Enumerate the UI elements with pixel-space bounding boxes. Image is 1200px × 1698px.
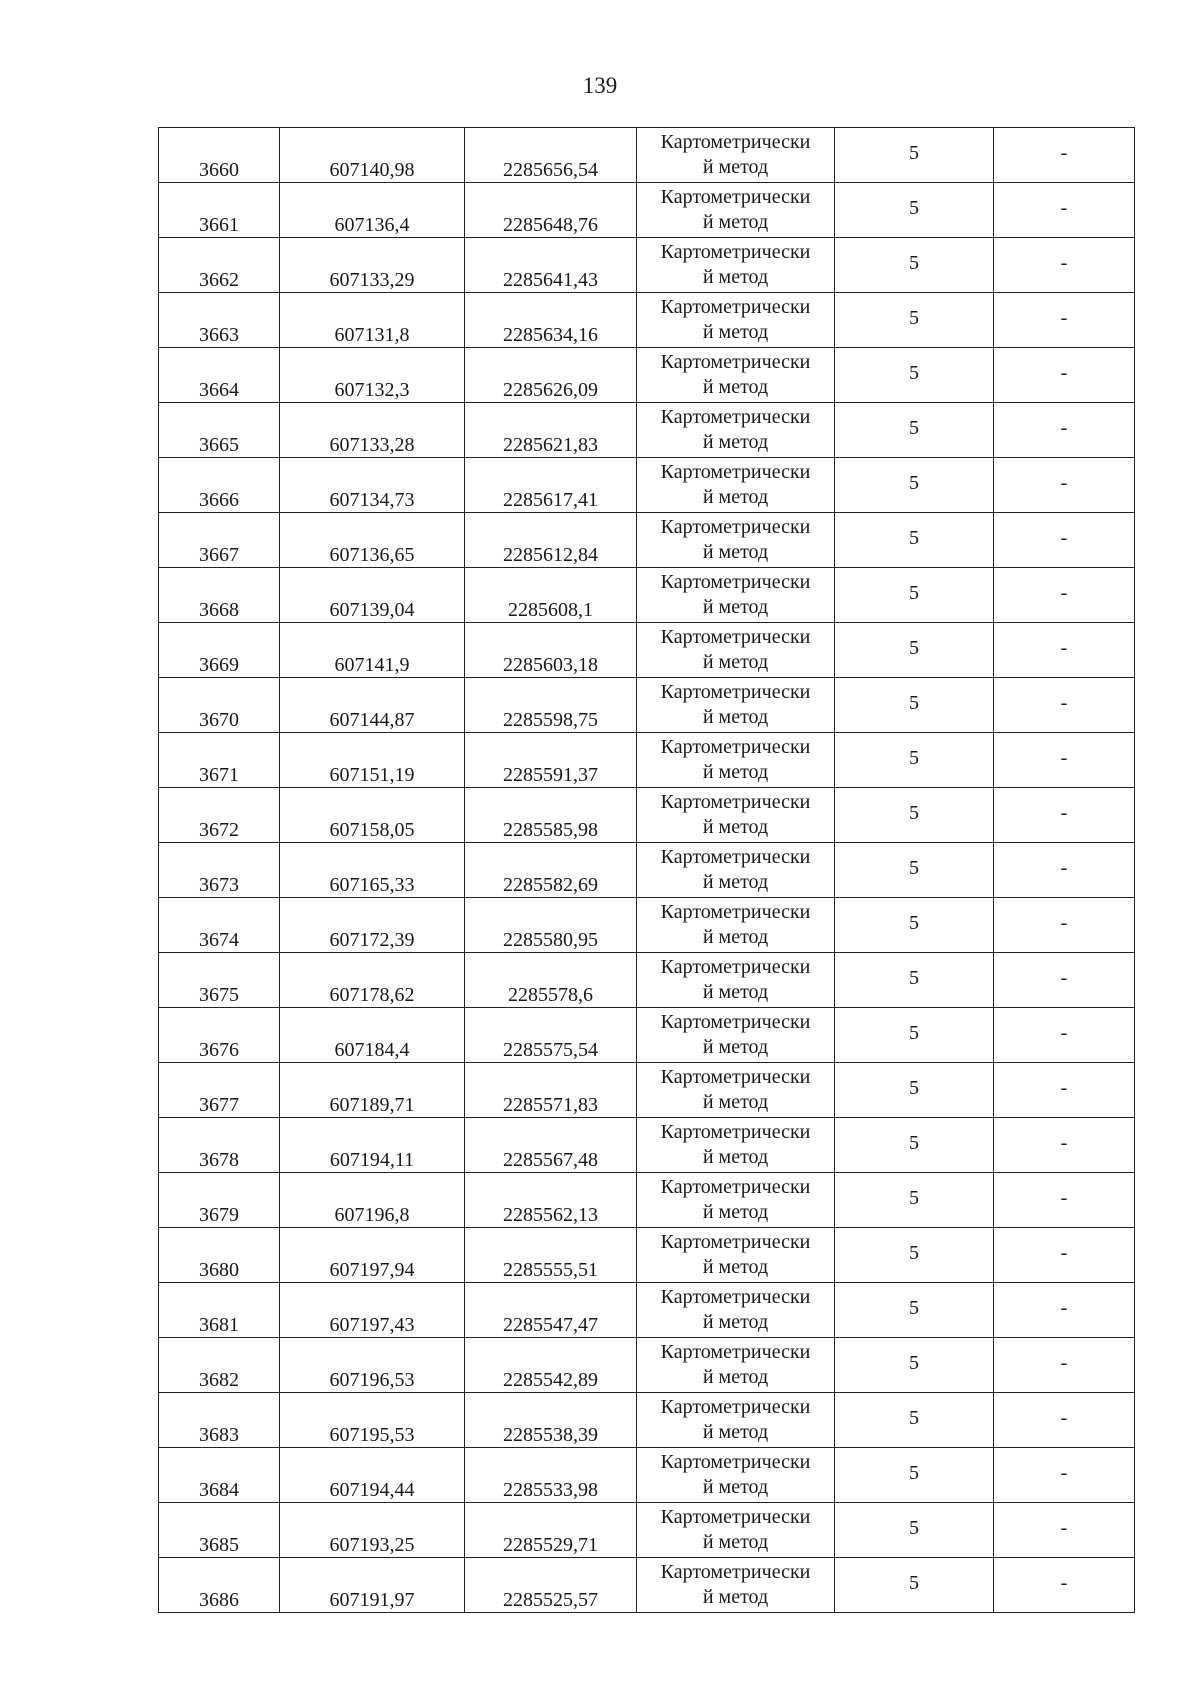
note-cell: -: [994, 623, 1135, 678]
y-coordinate-cell: 2285578,6: [465, 953, 637, 1008]
point-number-cell: 3685: [159, 1503, 280, 1558]
y-coordinate-cell: 2285591,37: [465, 733, 637, 788]
accuracy-cell: 5: [835, 623, 994, 678]
y-coordinate-cell: 2285603,18: [465, 623, 637, 678]
y-coordinate-cell: 2285598,75: [465, 678, 637, 733]
method-line-1: Картометрически: [660, 1561, 811, 1583]
y-coordinate-cell: 2285533,98: [465, 1448, 637, 1503]
point-number-cell: 3679: [159, 1173, 280, 1228]
x-coordinate-cell: 607178,62: [280, 953, 465, 1008]
method-line-2: й метод: [702, 1586, 769, 1608]
point-number-cell: 3668: [159, 568, 280, 623]
accuracy-cell: 5: [835, 1118, 994, 1173]
x-coordinate-cell: 607184,4: [280, 1008, 465, 1063]
y-coordinate-cell: 2285621,83: [465, 403, 637, 458]
accuracy-cell: 5: [835, 1558, 994, 1613]
method-line-1: Картометрически: [660, 1451, 811, 1473]
method-cell: [637, 1173, 835, 1228]
note-cell: -: [994, 1338, 1135, 1393]
page-number: 139: [582, 73, 618, 98]
method-line-1: Картометрически: [660, 461, 811, 483]
method-line-2: й метод: [702, 1366, 769, 1388]
x-coordinate-cell: 607139,04: [280, 568, 465, 623]
method-line-1: Картометрически: [660, 1121, 811, 1143]
point-number-cell: 3662: [159, 238, 280, 293]
method-line-2: й метод: [702, 1421, 769, 1443]
point-number-cell: 3664: [159, 348, 280, 403]
method-line-2: й метод: [702, 1256, 769, 1278]
method-cell: [637, 1228, 835, 1283]
method-line-1: Картометрически: [660, 846, 811, 868]
method-cell: [637, 348, 835, 403]
point-number-cell: 3672: [159, 788, 280, 843]
method-line-1: Картометрически: [660, 1066, 811, 1088]
point-number-cell: 3678: [159, 1118, 280, 1173]
y-coordinate-cell: 2285634,16: [465, 293, 637, 348]
method-line-2: й метод: [702, 761, 769, 783]
method-line-1: Картометрически: [660, 296, 811, 318]
table-body: [159, 128, 1135, 1613]
y-coordinate-cell: 2285617,41: [465, 458, 637, 513]
x-coordinate-cell: 607196,8: [280, 1173, 465, 1228]
y-coordinate-cell: 2285529,71: [465, 1503, 637, 1558]
method-cell: [637, 1283, 835, 1338]
accuracy-cell: 5: [835, 953, 994, 1008]
table-row: [159, 678, 1135, 733]
y-coordinate-cell: 2285626,09: [465, 348, 637, 403]
method-line-2: й метод: [702, 541, 769, 563]
y-coordinate-cell: 2285585,98: [465, 788, 637, 843]
y-coordinate-cell: 2285538,39: [465, 1393, 637, 1448]
coordinates-table: [158, 127, 1135, 1613]
accuracy-cell: 5: [835, 238, 994, 293]
accuracy-cell: 5: [835, 1393, 994, 1448]
table-row: [159, 1283, 1135, 1338]
method-line-2: й метод: [702, 211, 769, 233]
method-cell: [637, 513, 835, 568]
method-line-2: й метод: [702, 321, 769, 343]
point-number-cell: 3674: [159, 898, 280, 953]
table-row: [159, 513, 1135, 568]
y-coordinate-cell: 2285575,54: [465, 1008, 637, 1063]
method-line-1: Картометрически: [660, 1176, 811, 1198]
method-line-1: Картометрически: [660, 516, 811, 538]
method-line-1: Картометрически: [660, 1286, 811, 1308]
note-cell: -: [994, 1393, 1135, 1448]
accuracy-cell: 5: [835, 458, 994, 513]
accuracy-cell: 5: [835, 348, 994, 403]
method-line-1: Картометрически: [660, 956, 811, 978]
x-coordinate-cell: 607196,53: [280, 1338, 465, 1393]
table-row: [159, 1503, 1135, 1558]
point-number-cell: 3677: [159, 1063, 280, 1118]
method-line-2: й метод: [702, 1531, 769, 1553]
x-coordinate-cell: 607191,97: [280, 1558, 465, 1613]
note-cell: -: [994, 733, 1135, 788]
table-row: [159, 568, 1135, 623]
x-coordinate-cell: 607195,53: [280, 1393, 465, 1448]
x-coordinate-cell: 607133,29: [280, 238, 465, 293]
note-cell: -: [994, 953, 1135, 1008]
note-cell: -: [994, 183, 1135, 238]
table-row: [159, 1338, 1135, 1393]
table-row: [159, 898, 1135, 953]
y-coordinate-cell: 2285562,13: [465, 1173, 637, 1228]
note-cell: -: [994, 1558, 1135, 1613]
accuracy-cell: 5: [835, 733, 994, 788]
method-line-1: Картометрически: [660, 131, 811, 153]
note-cell: -: [994, 293, 1135, 348]
method-line-1: Картометрически: [660, 681, 811, 703]
method-line-1: Картометрически: [660, 241, 811, 263]
note-cell: -: [994, 1173, 1135, 1228]
note-cell: -: [994, 898, 1135, 953]
table-row: [159, 1008, 1135, 1063]
accuracy-cell: 5: [835, 403, 994, 458]
method-cell: [637, 1558, 835, 1613]
accuracy-cell: 5: [835, 1283, 994, 1338]
x-coordinate-cell: 607132,3: [280, 348, 465, 403]
point-number-cell: 3665: [159, 403, 280, 458]
note-cell: -: [994, 513, 1135, 568]
x-coordinate-cell: 607165,33: [280, 843, 465, 898]
y-coordinate-cell: 2285555,51: [465, 1228, 637, 1283]
method-line-2: й метод: [702, 1036, 769, 1058]
point-number-cell: 3673: [159, 843, 280, 898]
y-coordinate-cell: 2285547,47: [465, 1283, 637, 1338]
method-line-1: Картометрически: [660, 571, 811, 593]
table-row: [159, 348, 1135, 403]
method-cell: [637, 788, 835, 843]
table-row: [159, 293, 1135, 348]
method-line-1: Картометрически: [660, 626, 811, 648]
method-line-2: й метод: [702, 926, 769, 948]
method-line-1: Картометрически: [660, 1506, 811, 1528]
method-cell: [637, 293, 835, 348]
accuracy-cell: 5: [835, 568, 994, 623]
point-number-cell: 3681: [159, 1283, 280, 1338]
point-number-cell: 3676: [159, 1008, 280, 1063]
method-line-2: й метод: [702, 376, 769, 398]
x-coordinate-cell: 607144,87: [280, 678, 465, 733]
y-coordinate-cell: 2285567,48: [465, 1118, 637, 1173]
point-number-cell: 3661: [159, 183, 280, 238]
method-line-1: Картометрически: [660, 901, 811, 923]
method-cell: [637, 1448, 835, 1503]
table-row: [159, 1448, 1135, 1503]
point-number-cell: 3666: [159, 458, 280, 513]
point-number-cell: 3671: [159, 733, 280, 788]
table-row: [159, 1118, 1135, 1173]
method-cell: [637, 128, 835, 183]
method-line-1: Картометрически: [660, 351, 811, 373]
table-row: [159, 1558, 1135, 1613]
accuracy-cell: 5: [835, 788, 994, 843]
x-coordinate-cell: 607193,25: [280, 1503, 465, 1558]
accuracy-cell: 5: [835, 1503, 994, 1558]
note-cell: -: [994, 843, 1135, 898]
method-line-1: Картометрически: [660, 1396, 811, 1418]
note-cell: -: [994, 1118, 1135, 1173]
note-cell: -: [994, 1503, 1135, 1558]
x-coordinate-cell: 607194,11: [280, 1118, 465, 1173]
method-line-2: й метод: [702, 1201, 769, 1223]
method-cell: [637, 1503, 835, 1558]
method-cell: [637, 678, 835, 733]
x-coordinate-cell: 607141,9: [280, 623, 465, 678]
note-cell: -: [994, 403, 1135, 458]
accuracy-cell: 5: [835, 1448, 994, 1503]
note-cell: -: [994, 1283, 1135, 1338]
method-line-2: й метод: [702, 1146, 769, 1168]
table-row: [159, 623, 1135, 678]
method-cell: [637, 953, 835, 1008]
accuracy-cell: 5: [835, 843, 994, 898]
method-line-2: й метод: [702, 651, 769, 673]
x-coordinate-cell: 607131,8: [280, 293, 465, 348]
point-number-cell: 3660: [159, 128, 280, 183]
method-cell: [637, 458, 835, 513]
method-cell: [637, 403, 835, 458]
table-row: [159, 183, 1135, 238]
method-line-1: Картометрически: [660, 791, 811, 813]
y-coordinate-cell: 2285648,76: [465, 183, 637, 238]
point-number-cell: 3669: [159, 623, 280, 678]
note-cell: -: [994, 788, 1135, 843]
method-cell: [637, 1338, 835, 1393]
point-number-cell: 3667: [159, 513, 280, 568]
method-line-2: й метод: [702, 706, 769, 728]
x-coordinate-cell: 607189,71: [280, 1063, 465, 1118]
table-row: [159, 953, 1135, 1008]
table-row: [159, 1063, 1135, 1118]
y-coordinate-cell: 2285580,95: [465, 898, 637, 953]
x-coordinate-cell: 607158,05: [280, 788, 465, 843]
table-row: [159, 733, 1135, 788]
table-row: [159, 403, 1135, 458]
accuracy-cell: 5: [835, 1008, 994, 1063]
note-cell: -: [994, 458, 1135, 513]
method-line-1: Картометрически: [660, 1011, 811, 1033]
y-coordinate-cell: 2285542,89: [465, 1338, 637, 1393]
x-coordinate-cell: 607151,19: [280, 733, 465, 788]
accuracy-cell: 5: [835, 128, 994, 183]
note-cell: -: [994, 238, 1135, 293]
method-cell: [637, 733, 835, 788]
point-number-cell: 3684: [159, 1448, 280, 1503]
x-coordinate-cell: 607172,39: [280, 898, 465, 953]
point-number-cell: 3680: [159, 1228, 280, 1283]
table-row: [159, 238, 1135, 293]
x-coordinate-cell: 607194,44: [280, 1448, 465, 1503]
method-line-2: й метод: [702, 816, 769, 838]
y-coordinate-cell: 2285571,83: [465, 1063, 637, 1118]
method-line-2: й метод: [702, 1311, 769, 1333]
method-cell: [637, 1008, 835, 1063]
note-cell: -: [994, 348, 1135, 403]
y-coordinate-cell: 2285612,84: [465, 513, 637, 568]
point-number-cell: 3663: [159, 293, 280, 348]
y-coordinate-cell: 2285525,57: [465, 1558, 637, 1613]
accuracy-cell: 5: [835, 678, 994, 733]
y-coordinate-cell: 2285608,1: [465, 568, 637, 623]
method-line-1: Картометрически: [660, 406, 811, 428]
table-row: [159, 1173, 1135, 1228]
accuracy-cell: 5: [835, 513, 994, 568]
method-line-2: й метод: [702, 981, 769, 1003]
table-row: [159, 788, 1135, 843]
method-line-1: Картометрически: [660, 1341, 811, 1363]
method-cell: [637, 238, 835, 293]
method-cell: [637, 843, 835, 898]
method-line-2: й метод: [702, 486, 769, 508]
point-number-cell: 3686: [159, 1558, 280, 1613]
method-cell: [637, 1393, 835, 1448]
accuracy-cell: 5: [835, 1063, 994, 1118]
note-cell: -: [994, 568, 1135, 623]
table-row: [159, 128, 1135, 183]
point-number-cell: 3683: [159, 1393, 280, 1448]
method-cell: [637, 1063, 835, 1118]
method-cell: [637, 623, 835, 678]
point-number-cell: 3670: [159, 678, 280, 733]
method-cell: [637, 898, 835, 953]
point-number-cell: 3675: [159, 953, 280, 1008]
method-line-1: Картометрически: [660, 1231, 811, 1253]
note-cell: -: [994, 1228, 1135, 1283]
accuracy-cell: 5: [835, 1173, 994, 1228]
method-cell: [637, 568, 835, 623]
method-line-2: й метод: [702, 1091, 769, 1113]
method-cell: [637, 1118, 835, 1173]
x-coordinate-cell: 607197,94: [280, 1228, 465, 1283]
table-row: [159, 458, 1135, 513]
y-coordinate-cell: 2285656,54: [465, 128, 637, 183]
method-cell: [637, 183, 835, 238]
y-coordinate-cell: 2285641,43: [465, 238, 637, 293]
x-coordinate-cell: 607136,65: [280, 513, 465, 568]
method-line-2: й метод: [702, 156, 769, 178]
note-cell: -: [994, 678, 1135, 733]
method-line-2: й метод: [702, 1476, 769, 1498]
table-row: [159, 843, 1135, 898]
x-coordinate-cell: 607134,73: [280, 458, 465, 513]
x-coordinate-cell: 607136,4: [280, 183, 465, 238]
accuracy-cell: 5: [835, 183, 994, 238]
point-number-cell: 3682: [159, 1338, 280, 1393]
method-line-1: Картометрически: [660, 736, 811, 758]
y-coordinate-cell: 2285582,69: [465, 843, 637, 898]
note-cell: -: [994, 1008, 1135, 1063]
accuracy-cell: 5: [835, 1228, 994, 1283]
note-cell: -: [994, 1063, 1135, 1118]
accuracy-cell: 5: [835, 1338, 994, 1393]
table-row: [159, 1393, 1135, 1448]
x-coordinate-cell: 607197,43: [280, 1283, 465, 1338]
method-line-2: й метод: [702, 431, 769, 453]
method-line-2: й метод: [702, 266, 769, 288]
accuracy-cell: 5: [835, 293, 994, 348]
table-row: [159, 1228, 1135, 1283]
x-coordinate-cell: 607140,98: [280, 128, 465, 183]
note-cell: -: [994, 128, 1135, 183]
x-coordinate-cell: 607133,28: [280, 403, 465, 458]
method-line-2: й метод: [702, 596, 769, 618]
method-line-2: й метод: [702, 871, 769, 893]
accuracy-cell: 5: [835, 898, 994, 953]
method-line-1: Картометрически: [660, 186, 811, 208]
note-cell: -: [994, 1448, 1135, 1503]
